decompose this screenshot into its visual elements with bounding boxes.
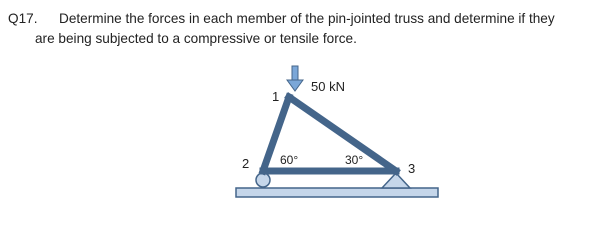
angle-left-label: 60° bbox=[280, 153, 299, 167]
node-label-top: 1 bbox=[272, 89, 280, 104]
node-label-left: 2 bbox=[242, 156, 250, 171]
question-line-2: are being subjected to a compressive or tensile force. bbox=[35, 31, 357, 46]
load-label: 50 kN bbox=[311, 79, 345, 94]
member-1-3 bbox=[289, 97, 396, 171]
ground-base bbox=[236, 188, 438, 197]
load-arrow-icon bbox=[287, 66, 303, 91]
roller-support-icon bbox=[256, 173, 270, 187]
question-number: Q17. bbox=[8, 11, 38, 26]
angle-right-label: 30° bbox=[345, 153, 364, 167]
question-text-line-1: Determine the forces in each member of the pin-jointed truss and determine if they bbox=[59, 11, 555, 26]
node-label-right: 3 bbox=[408, 161, 416, 176]
